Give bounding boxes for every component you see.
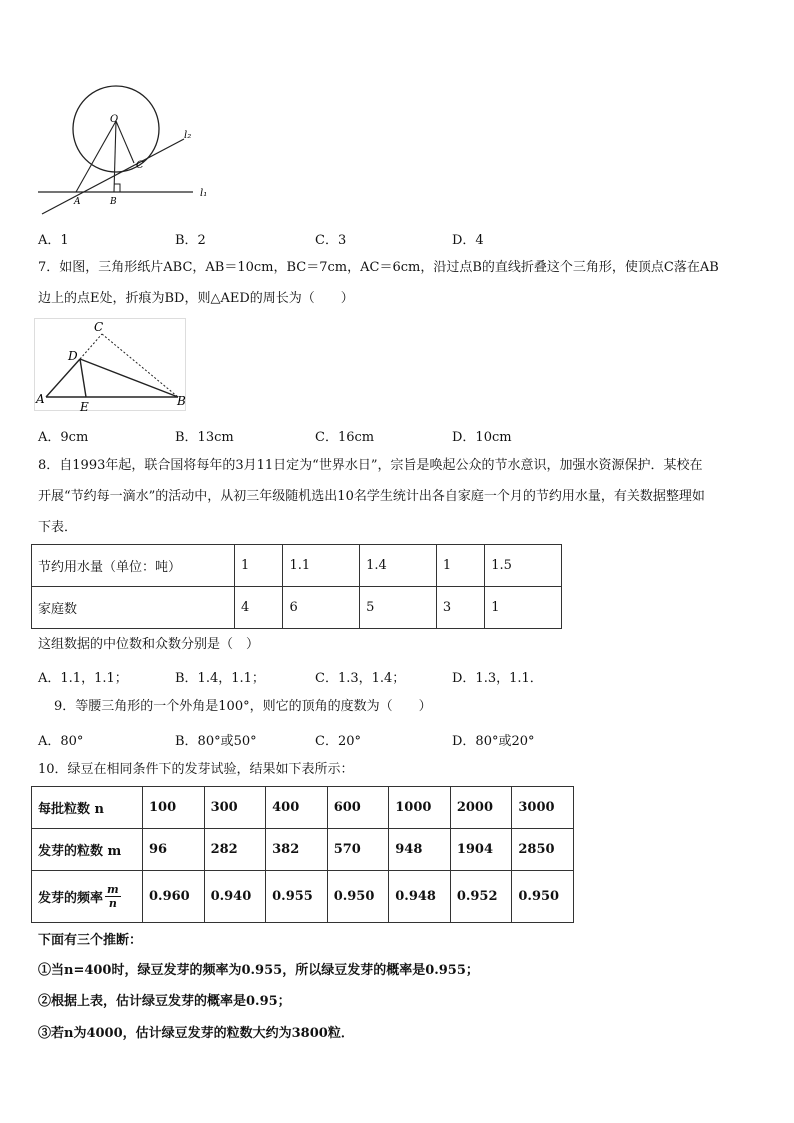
label-l2: l₂ <box>184 130 192 141</box>
water-saving-table <box>31 544 562 629</box>
table-row <box>32 871 574 923</box>
triangle-fold-figure <box>34 318 194 414</box>
q7-line2: 边上的点E处，折痕为BD，则△AED的周长为（ ） <box>38 291 354 306</box>
q8-line2: 开展“节约每一滴水”的活动中，从初三年级随机选出10名学生统计出各自家庭一个月的节约用水量，有关数据整理如 <box>38 489 705 504</box>
label-o: O <box>110 114 119 125</box>
row-header: 节约用水量（单位：吨） <box>32 545 235 587</box>
option-b: B．2 <box>175 233 206 248</box>
label-c: C <box>136 160 144 171</box>
option-c: C．1.3，1.4； <box>315 671 406 686</box>
table-cell: 0.950 <box>512 871 574 923</box>
q10-intro: 下面有三个推断： <box>38 933 143 948</box>
fraction-numerator: m <box>107 883 119 896</box>
table-cell: 100 <box>143 787 205 829</box>
segment-de <box>80 359 86 397</box>
segment-oa <box>76 121 116 192</box>
fraction-denominator: n <box>108 897 117 910</box>
option-a: A．80° <box>38 734 84 749</box>
fraction-m-over-n <box>105 883 121 910</box>
q10-text: 10．绿豆在相同条件下的发芽试验，结果如下表所示： <box>38 762 354 777</box>
label-b: B <box>177 394 186 408</box>
circle-tangent-figure <box>30 78 230 218</box>
q7-options <box>38 426 758 444</box>
table-cell: 948 <box>389 829 451 871</box>
table-cell: 3000 <box>512 787 574 829</box>
q9-text: 9．等腰三角形的一个外角是100°，则它的顶角的度数为（ ） <box>54 699 432 714</box>
table-row <box>32 587 562 629</box>
table-cell: 2000 <box>450 787 512 829</box>
q7-line1: 7．如图，三角形纸片ABC，AB＝10cm，BC＝7cm，AC＝6cm，沿过点B的直线折叠这个三角形，使顶点C落在AB <box>38 260 719 275</box>
table-cell: 3 <box>436 587 484 629</box>
q8-line1: 8．自1993年起，联合国将每年的3月11日定为“世界水日”，宗旨是唤起公众的节水意识，加强水资源保护．某校在 <box>38 458 703 473</box>
table-cell: 1.1 <box>283 545 360 587</box>
option-c: C．20° <box>315 734 361 749</box>
table-cell: 1.5 <box>485 545 562 587</box>
q6-options <box>38 229 758 247</box>
option-b: B．1.4，1.1； <box>175 671 265 686</box>
table-cell: 0.940 <box>204 871 266 923</box>
table-cell: 0.952 <box>450 871 512 923</box>
label-c: C <box>94 320 104 334</box>
table-cell: 0.948 <box>389 871 451 923</box>
label-l1: l₁ <box>200 188 208 199</box>
table-cell: 1904 <box>450 829 512 871</box>
label-d: D <box>68 349 78 363</box>
table-cell: 1 <box>436 545 484 587</box>
frequency-label: 发芽的频率 <box>38 891 104 906</box>
dashed-dc <box>80 334 102 359</box>
option-a: A．1.1，1.1； <box>38 671 128 686</box>
q10-inference-2: ②根据上表，估计绿豆发芽的概率是0.95； <box>38 994 291 1009</box>
table-cell: 5 <box>360 587 437 629</box>
table-cell: 96 <box>143 829 205 871</box>
segment-oc <box>116 121 134 163</box>
table-cell: 382 <box>266 829 328 871</box>
table-cell: 300 <box>204 787 266 829</box>
right-angle-mark <box>114 184 120 192</box>
q10-inference-1: ①当n=400时，绿豆发芽的频率为0.955，所以绿豆发芽的概率是0.955； <box>38 963 479 978</box>
option-b: B．80°或50° <box>175 734 257 749</box>
side-ad <box>46 359 80 397</box>
row-header: 发芽的粒数 m <box>32 829 143 871</box>
table-row <box>32 545 562 587</box>
q10-inference-3: ③若n为4000，估计绿豆发芽的粒数大约为3800粒． <box>38 1026 354 1041</box>
option-a: A．9cm <box>38 430 89 445</box>
table-cell: 282 <box>204 829 266 871</box>
table-cell: 1000 <box>389 787 451 829</box>
row-header <box>32 871 143 923</box>
table-cell: 570 <box>327 829 389 871</box>
dashed-cb <box>102 334 178 397</box>
option-c: C．16cm <box>315 430 375 445</box>
q8-question: 这组数据的中位数和众数分别是（ ） <box>38 637 260 652</box>
fold-bd <box>80 359 178 397</box>
label-a: A <box>36 392 45 406</box>
table-cell: 400 <box>266 787 328 829</box>
option-b: B．13cm <box>175 430 234 445</box>
table-cell: 0.955 <box>266 871 328 923</box>
option-d: D．80°或20° <box>452 734 535 749</box>
table-cell: 0.960 <box>143 871 205 923</box>
segment-ob <box>114 121 116 192</box>
table-cell: 0.950 <box>327 871 389 923</box>
table-row <box>32 787 574 829</box>
table-cell: 1 <box>235 545 283 587</box>
option-a: A．1 <box>38 233 69 248</box>
option-d: D．10cm <box>452 430 512 445</box>
table-cell: 1.4 <box>360 545 437 587</box>
label-b: B <box>110 197 117 207</box>
row-header: 每批粒数 n <box>32 787 143 829</box>
table-row <box>32 829 574 871</box>
table-cell: 6 <box>283 587 360 629</box>
q8-options <box>38 667 758 685</box>
option-d: D．4 <box>452 233 484 248</box>
table-cell: 2850 <box>512 829 574 871</box>
option-d: D．1.3，1.1． <box>452 671 543 686</box>
q9-options <box>38 730 758 748</box>
table-cell: 600 <box>327 787 389 829</box>
germination-table <box>31 786 574 923</box>
label-e: E <box>80 400 89 414</box>
label-a: A <box>74 197 81 207</box>
q8-line3: 下表． <box>38 520 78 535</box>
option-c: C．3 <box>315 233 347 248</box>
table-cell: 1 <box>485 587 562 629</box>
table-cell: 4 <box>235 587 283 629</box>
row-header: 家庭数 <box>32 587 235 629</box>
